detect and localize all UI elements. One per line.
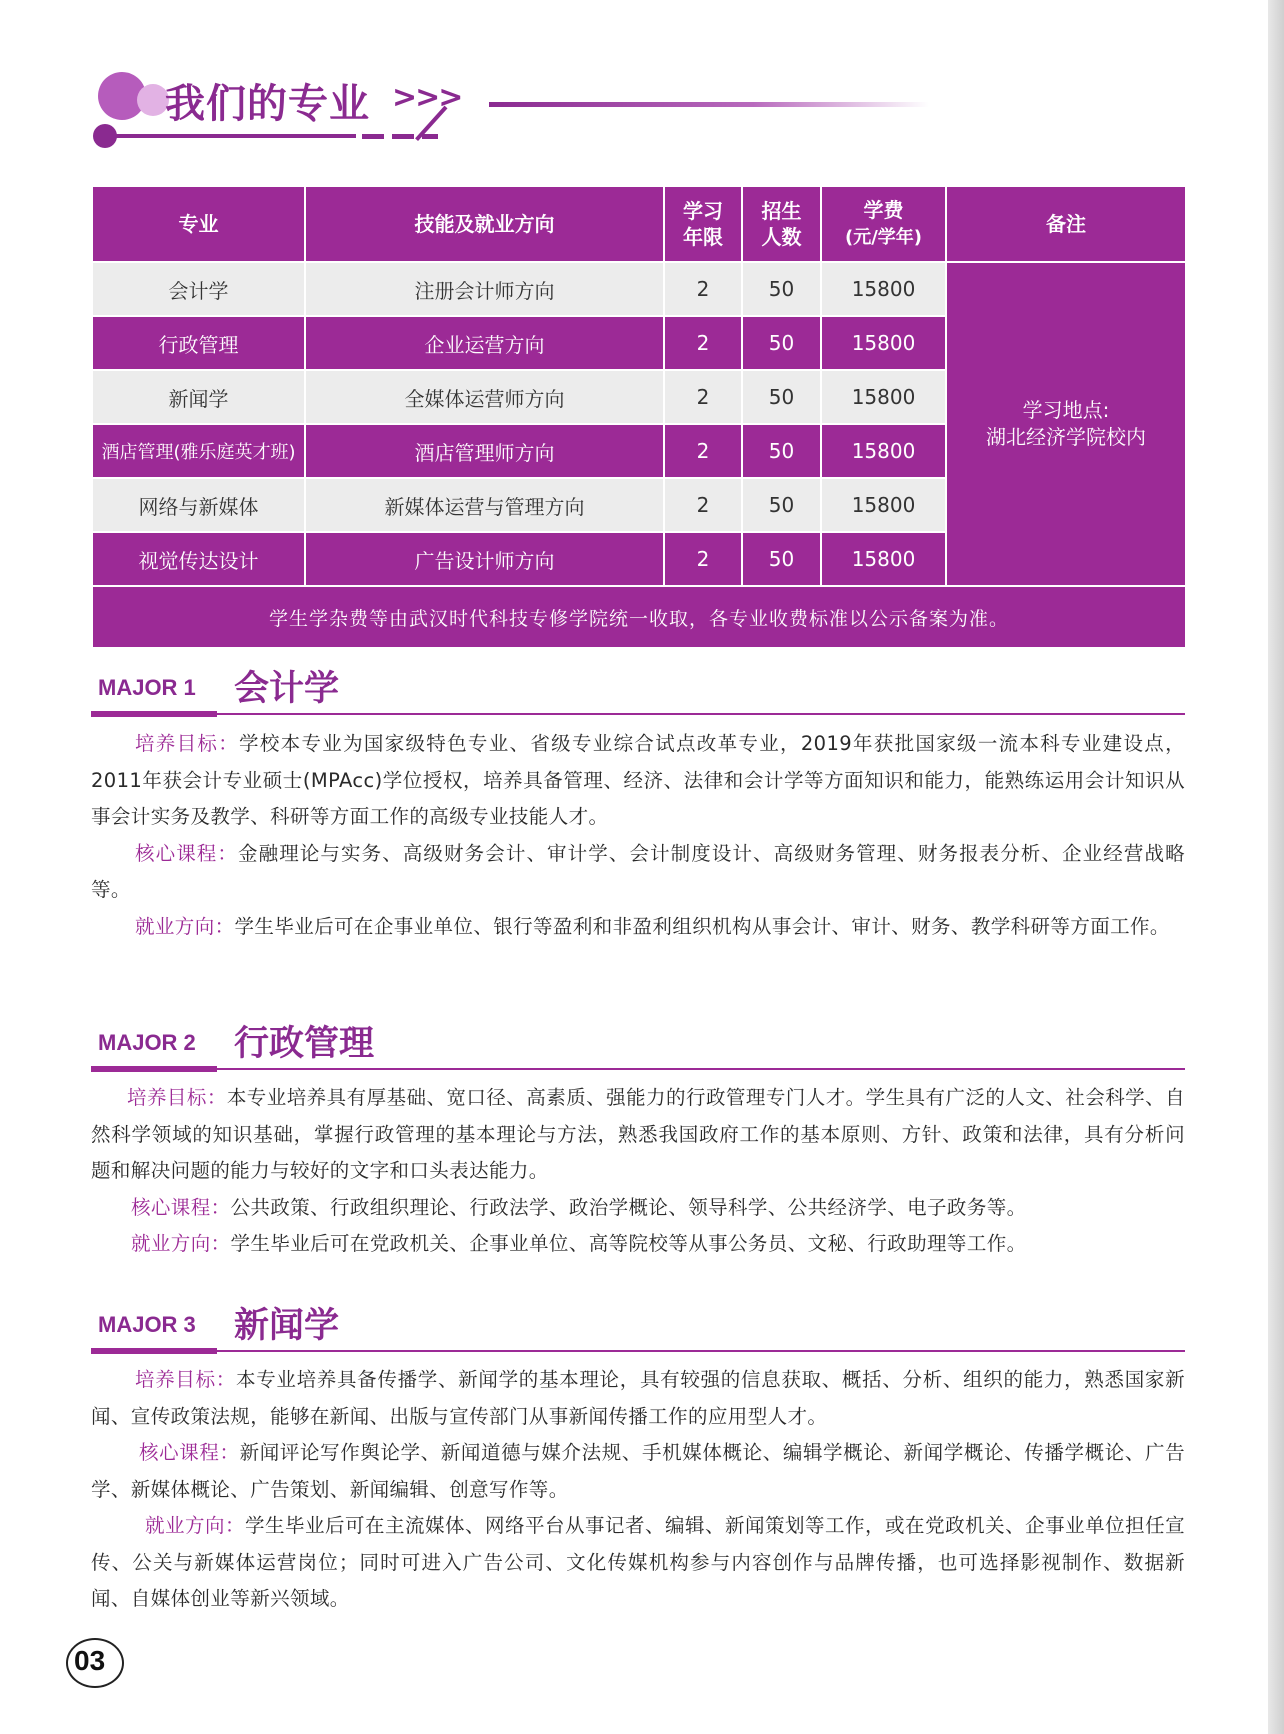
section-divider [91,1350,1185,1352]
job-paragraph: 就业方向：学生毕业后可在党政机关、企事业单位、高等院校等从事公务员、文秘、行政助理等工作。 [131,1232,1027,1255]
cell-years: 2 [664,262,742,316]
section-header-major-1 [91,665,1185,715]
header-arrows-icon: >>> [392,80,462,115]
cell-major: 视觉传达设计 [92,532,305,586]
table-row [92,262,1186,316]
section-header-major-2 [91,1020,1185,1070]
section-divider-accent [91,1066,217,1072]
course-paragraph: 核心课程：金融理论与实务、高级财务会计、审计学、会计制度设计、高级财务管理、财务报表分析、企业经营战略等。 [91,841,1185,901]
cell-fee: 15800 [821,478,946,532]
cell-direction: 全媒体运营师方向 [305,370,664,424]
section-label: MAJOR 3 [98,1312,196,1337]
section-title: 会计学 [234,669,340,709]
cell-major: 酒店管理(雅乐庭英才班) [92,424,305,478]
section-title: 行政管理 [234,1024,375,1064]
cell-major: 会计学 [92,262,305,316]
header-line [110,134,356,138]
header-dash [392,134,414,139]
goal-paragraph: 培养目标：本专业培养具有厚基础、宽口径、高素质、强能力的行政管理专门人才。学生具有广泛的人文、社会科学、自然科学领域的知识基础，掌握行政管理的基本理论与方法，熟悉我国政府工作的基本原则、方针、政策和法律，具有分析问题和解决问题的能力与较好的文字和口头表达能力。 [91,1086,1185,1182]
header-major: 专业 [92,186,305,262]
cell-enroll: 50 [742,316,821,370]
cell-years: 2 [664,370,742,424]
section-title: 新闻学 [234,1306,340,1346]
cell-note: 学习地点: 湖北经济学院校内 [946,262,1186,586]
majors-table [91,185,1187,649]
table-header-row [92,186,1186,262]
job-paragraph: 就业方向：学生毕业后可在企事业单位、银行等盈利和非盈利组织机构从事会计、审计、财务、教学科研等方面工作。 [135,914,1170,938]
section-body-major-1 [91,726,1185,945]
header-dash [422,134,438,139]
page-title: 我们的专业 [165,81,370,127]
section-body-major-3 [91,1362,1185,1618]
section-divider-accent [91,711,217,717]
cell-enroll: 50 [742,370,821,424]
page-edge-bar [1268,0,1284,1734]
cell-enroll: 50 [742,532,821,586]
page-number: 03 [74,1645,106,1676]
header-enroll: 招生 人数 [742,186,821,262]
cell-fee: 15800 [821,532,946,586]
course-paragraph: 核心课程：公共政策、行政组织理论、行政法学、政治学概论、领导科学、公共经济学、电子政务等。 [131,1195,1027,1219]
job-paragraph: 就业方向：学生毕业后可在主流媒体、网络平台从事记者、编辑、新闻策划等工作，或在党政机关、企事业单位担任宣传、公关与新媒体运营岗位；同时可进入广告公司、文化传媒机构参与内容创作与品牌传播，也可选择影视制作、数据新闻、自媒体创业等新兴领域。 [91,1514,1185,1610]
cell-fee: 15800 [821,262,946,316]
cell-major: 新闻学 [92,370,305,424]
section-header-major-3 [91,1302,1185,1352]
cell-fee: 15800 [821,424,946,478]
course-paragraph: 核心课程：新闻评论写作舆论学、新闻道德与媒介法规、手机媒体概论、编辑学概论、新闻学概论、传播学概论、广告学、新媒体概论、广告策划、新闻编辑、创意写作等。 [91,1441,1185,1501]
cell-enroll: 50 [742,262,821,316]
cell-fee: 15800 [821,316,946,370]
cell-years: 2 [664,424,742,478]
header-direction: 技能及就业方向 [305,186,664,262]
cell-enroll: 50 [742,478,821,532]
cell-years: 2 [664,316,742,370]
cell-years: 2 [664,478,742,532]
cell-direction: 新媒体运营与管理方向 [305,478,664,532]
cell-major: 行政管理 [92,316,305,370]
section-divider-accent [91,1348,217,1354]
section-divider [91,713,1185,715]
section-label: MAJOR 2 [98,1030,196,1055]
header-note: 备注 [946,186,1186,262]
cell-fee: 15800 [821,370,946,424]
cell-direction: 广告设计师方向 [305,532,664,586]
header-dash [362,134,384,139]
table-footer-row [92,586,1186,648]
cell-direction: 注册会计师方向 [305,262,664,316]
section-label: MAJOR 1 [98,675,196,700]
header-gradient-line [489,102,929,107]
cell-enroll: 50 [742,424,821,478]
goal-paragraph: 培养目标：本专业培养具备传播学、新闻学的基本理论，具有较强的信息获取、概括、分析、组织的能力，熟悉国家新闻、宣传政策法规，能够在新闻、出版与宣传部门从事新闻传播工作的应用型人才。 [91,1368,1185,1428]
table-footer-note: 学生学杂费等由武汉时代科技专修学院统一收取，各专业收费标准以公示备案为准。 [92,586,1186,648]
section-divider [91,1068,1185,1070]
goal-paragraph: 培养目标：学校本专业为国家级特色专业、省级专业综合试点改革专业，2019年获批国家级一流本科专业建设点，2011年获会计专业硕士(MPAcc)学位授权，培养具备管理、经济、法律和会计学等方面知识和能力，能熟练运用会计知识从事会计实务及教学、科研等方面工作的高级专业技能人才。 [91,732,1185,828]
cell-major: 网络与新媒体 [92,478,305,532]
section-body-major-2 [91,1080,1185,1263]
cell-direction: 酒店管理师方向 [305,424,664,478]
cell-direction: 企业运营方向 [305,316,664,370]
cell-years: 2 [664,532,742,586]
header-years: 学习 年限 [664,186,742,262]
header-fee: 学费 (元/学年) [821,186,946,262]
